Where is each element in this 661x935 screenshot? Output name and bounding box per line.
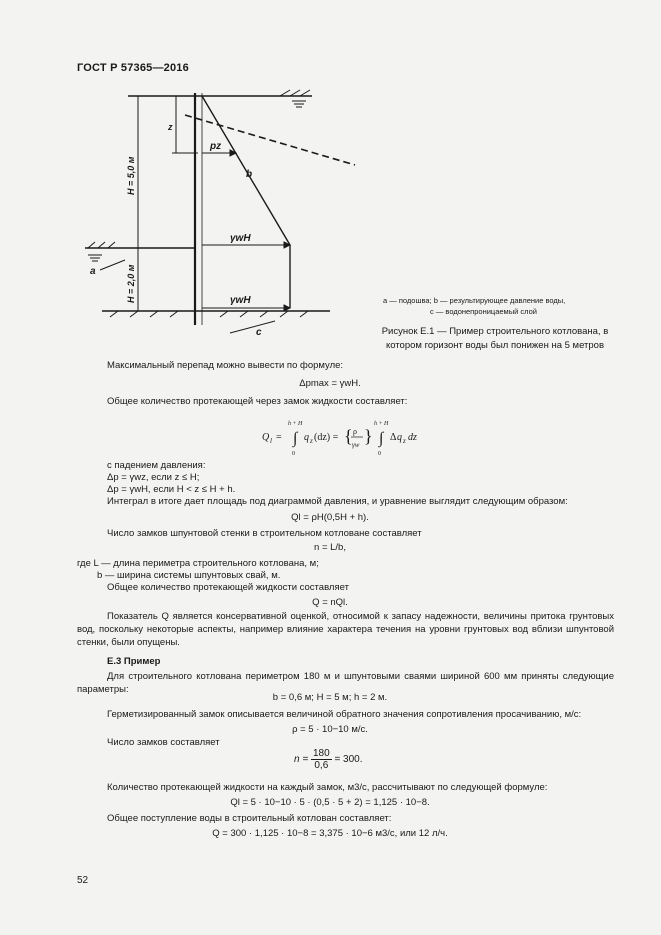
svg-text:{: { <box>344 426 353 446</box>
condition-2: Δp = γwH, если H < z ≤ H + h. <box>107 484 236 495</box>
formula-n: n = L/b, <box>314 542 346 553</box>
svg-text:γw: γw <box>352 441 360 449</box>
paragraph: Число замков составляет <box>107 737 220 748</box>
formula-params: b = 0,6 м; H = 5 м; h = 2 м. <box>272 692 388 703</box>
svg-text:0: 0 <box>378 451 381 457</box>
paragraph: Количество протекающей жидкости на каждый замок, м3/с, рассчитывают по следующей формуле: <box>107 782 548 793</box>
svg-text:Δ: Δ <box>390 432 397 443</box>
formula-n-value <box>294 748 363 771</box>
condition-1: Δp = γwz, если z ≤ H; <box>107 472 200 483</box>
paragraph: Показатель Q является консервативной оценкой, относимой к запасу надежности, величины притока грунтовых вод, поскольку некоторые аспекты, например влияние характера течения на уровни грунтовых вод вблизи шпунтовой стенки, были опущены. <box>77 611 614 648</box>
section-heading: Е.3 Пример <box>107 656 161 667</box>
svg-text:z: z <box>403 437 406 445</box>
formula-ql: Ql = ρH(0,5H + h). <box>291 512 369 523</box>
svg-text:ρ: ρ <box>353 427 357 436</box>
formula-integral <box>262 415 432 459</box>
formula-q-total: Q = 300 · 1,125 · 10−8 = 3,375 · 10−6 м3/с, или 12 л/ч. <box>212 828 448 839</box>
where-l: где L — длина периметра строительного котлована, м; <box>77 558 319 569</box>
svg-text:Q: Q <box>262 432 270 443</box>
label-b: b <box>246 169 253 180</box>
document-header: ГОСТ Р 57365—2016 <box>77 62 189 74</box>
label-pz: pz <box>210 141 222 152</box>
formula-n-post: = 300. <box>334 754 363 766</box>
svg-text:∫: ∫ <box>379 430 384 447</box>
caption-line1: Рисунок Е.1 — Пример строительного котлована, в <box>381 326 609 337</box>
paragraph: Общее количество протекающей через замок жидкости составляет: <box>107 396 408 407</box>
svg-text:0: 0 <box>292 451 295 457</box>
paragraph: Общее количество протекающей жидкости составляет <box>107 582 349 593</box>
figure-legend-line2: c — водонепроницаемый слой <box>430 307 537 316</box>
paragraph: Для строительного котлована периметром 180 м и шпунтовыми сваями шириной 600 мм приняты следующие параметры: <box>77 671 614 695</box>
paragraph: Герметизированный замок описывается величиной обратного значения сопротивления просачиванию, м/с: <box>107 709 582 720</box>
svg-text:h + H: h + H <box>374 421 389 427</box>
svg-text:∫: ∫ <box>293 430 298 447</box>
svg-text:q: q <box>304 432 309 443</box>
label-h-top: H = 5,0 м <box>126 156 136 195</box>
paragraph: Общее поступление воды в строительный котлован составляет: <box>107 813 392 824</box>
svg-text:q: q <box>397 432 402 443</box>
figure-caption <box>370 325 620 353</box>
svg-text:l: l <box>270 437 272 445</box>
label-gwh-1: γwH <box>230 233 251 244</box>
svg-text:dz: dz <box>408 432 417 443</box>
label-h-bottom: H = 2,0 м <box>126 264 136 303</box>
formula-q: Q = nQl. <box>312 597 348 608</box>
svg-text:z: z <box>310 437 313 445</box>
label-gwh-2: γwH <box>230 295 251 306</box>
fraction-numerator: 180 <box>312 748 330 759</box>
page-number: 52 <box>77 875 89 886</box>
fraction <box>311 748 332 771</box>
paragraph: Число замков шпунтовой стенки в строительном котловане составляет <box>107 528 422 539</box>
formula-ql-value: Ql = 5 · 10−10 · 5 · (0,5 · 5 + 2) = 1,125 · 10−8. <box>230 797 430 808</box>
svg-text:}: } <box>364 426 373 446</box>
sheet-pile-diagram <box>80 85 380 345</box>
fraction-denominator: 0,6 <box>314 760 329 771</box>
svg-text:=: = <box>276 432 282 443</box>
svg-text:h + H: h + H <box>288 421 303 427</box>
paragraph: с падением давления: <box>107 460 206 471</box>
label-c: c <box>256 327 262 338</box>
formula-dpmax: Δpmax = γwH. <box>299 378 361 389</box>
paragraph: Максимальный перепад можно вывести по формуле: <box>107 360 344 371</box>
paragraph: Интеграл в итоге дает площадь под диаграммой давления, и уравнение выглядит следующим образом: <box>107 496 568 507</box>
formula-n-pre: n = <box>294 754 309 766</box>
label-z: z <box>168 122 173 132</box>
svg-text:(dz) =: (dz) = <box>314 432 339 443</box>
caption-line2: котором горизонт воды был понижен на 5 метров <box>385 340 605 351</box>
formula-rho: ρ = 5 · 10−10 м/с. <box>292 724 368 735</box>
where-b: b — ширина системы шпунтовых свай, м. <box>97 570 281 581</box>
figure-legend-line1: a — подошва; b — результирующее давление воды, <box>383 296 566 305</box>
label-a: a <box>90 266 96 277</box>
